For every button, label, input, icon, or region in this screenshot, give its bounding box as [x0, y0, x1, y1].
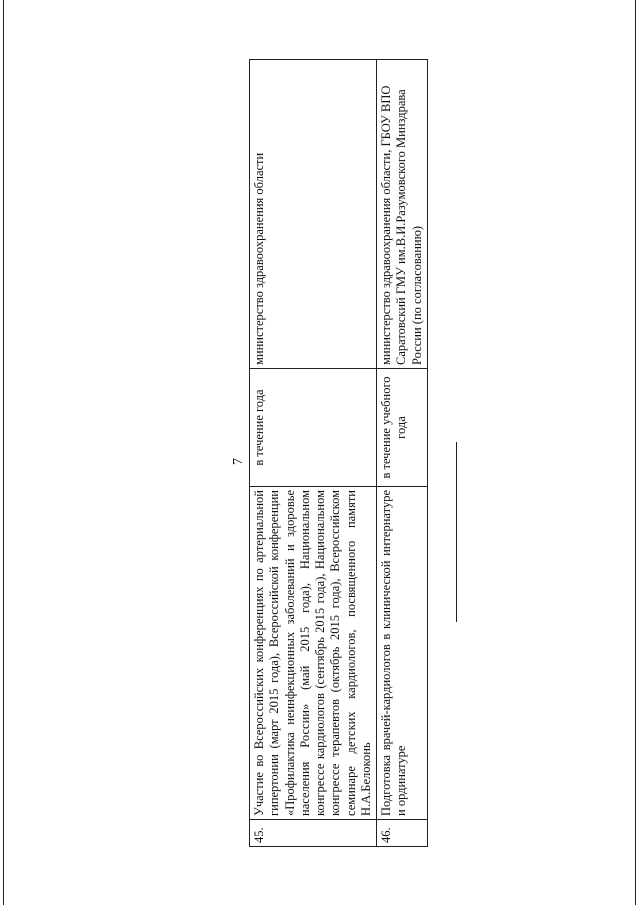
responsible-party: министерство здравоохранения области, ГБОУ ВПО Саратовский ГМУ им.В.И.Разумовского Минздрава России (по согласованию) [377, 60, 428, 369]
table-row [250, 60, 377, 847]
responsible-party: министерство здравоохранения области [250, 60, 377, 369]
event-term: в течение учебного года [377, 369, 428, 487]
right-margin-line [635, 0, 636, 905]
row-number: 46. [377, 820, 428, 847]
event-description: Подготовка врачей-кардиологов в клинической интернатуре и ординатуре [377, 487, 428, 820]
table-row [377, 60, 428, 847]
event-description: Участие во Всероссийских конференциях по артериальной гипертонии (март 2015 года), Всероссийской конференции «Профилактика неинфекционных заболеваний и здоровье населения России» (май 2015 года), Национальном конгрессе кардиологов (сентябрь 2015 года), Национальном конгрессе терапевтов (октябрь 2015 года), Всероссийском семинаре детских кардиологов, посвященного памяти Н.А.Белоконь [250, 487, 377, 820]
row-number: 45. [250, 820, 377, 847]
event-term: в течение года [250, 369, 377, 487]
rotated-page [185, 57, 485, 847]
end-rule [456, 442, 457, 622]
left-margin-line [3, 0, 4, 905]
page-number: 7 [231, 458, 246, 465]
activity-table [249, 59, 428, 847]
